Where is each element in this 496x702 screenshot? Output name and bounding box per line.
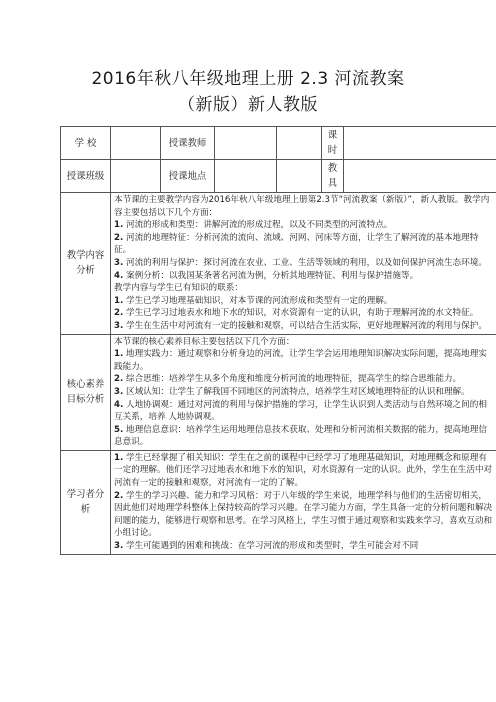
item-number: 3.: [114, 320, 124, 331]
paragraph: [114, 399, 493, 424]
paragraph: [114, 282, 493, 295]
item-number: 1.: [114, 220, 124, 231]
paragraph-text: 学生的学习兴趣、能力和学习风格：对于八年级的学生来说，地理学科与他们的生活密切相关，因此他们对地理学科整体上保持较高的学习兴趣。在学习能力方面，学生具备一定的分析问题和解决问题的能力，能够进行观察和思考。在学习风格上，学生习惯于通过观察和实践来学习，喜欢互动和小组讨论。: [114, 490, 493, 539]
period-label: 课时: [322, 127, 344, 160]
paragraph: [114, 232, 493, 257]
paragraph-text: 综合思维：培养学生从多个角度和维度分析河流的地理特征，提高学生的综合思维能力。: [125, 374, 462, 385]
document-title-line-1: 2016年秋八年级地理上册 2.3 河流教案: [91, 69, 405, 89]
document-title-line-2: （新版）新人教版: [178, 95, 318, 115]
paragraph-text: 教学内容与学生已有知识的联系：: [114, 283, 243, 294]
item-number: 1.: [114, 349, 124, 360]
paragraph: [114, 386, 493, 399]
section-body: [111, 334, 496, 450]
item-number: 2.: [114, 308, 124, 319]
section-row-core-literacy: [61, 334, 496, 450]
paragraph: [114, 348, 493, 373]
item-number: 3.: [114, 541, 124, 552]
section-label: 教学内容分析: [61, 193, 111, 335]
paragraph: [114, 452, 493, 490]
paragraph-text: 河流的形成和类型：讲解河流的形成过程，以及不同类型的河流特点。: [125, 220, 393, 231]
section-label: 核心素养目标分析: [61, 334, 111, 450]
section-label: 学习者分析: [61, 450, 111, 554]
school-label: 学 校: [61, 127, 111, 160]
paragraph: [114, 424, 493, 449]
paragraph: [114, 194, 493, 219]
paragraph: [114, 490, 493, 540]
paragraph-text: 人地协调观：通过对河流的利用与保护措施的学习，让学生认识到人类活动与自然环境之间的相互关系，培养 人地协调观。: [114, 399, 487, 423]
paragraph: [114, 257, 493, 270]
school-value: [111, 127, 161, 160]
paragraph: [114, 373, 493, 386]
header-row-2: [61, 160, 496, 193]
section-body: [111, 193, 496, 335]
paragraph-text: 学生可能遇到的困难和挑战：在学习河流的形成和类型时，学生可能会对不同: [125, 541, 419, 552]
item-number: 2.: [114, 232, 124, 243]
item-number: 4.: [114, 399, 124, 410]
item-number: 1.: [114, 452, 124, 463]
paragraph: [114, 336, 493, 349]
paragraph-text: 案例分析：以我国某条著名河流为例，分析其地理特征、利用与保护措施等。: [125, 270, 419, 281]
item-number: 2.: [114, 374, 124, 385]
paragraph-text: 本节课的核心素养目标主要包括以下几个方面：: [114, 336, 295, 347]
section-row-learner-analysis: [61, 450, 496, 554]
location-label: 授课地点: [161, 160, 215, 193]
item-number: 3.: [114, 257, 124, 268]
paragraph: [114, 270, 493, 283]
class-label: 授课班级: [61, 160, 111, 193]
blank-cell: [277, 160, 322, 193]
paragraph-text: 学生已学习地理基础知识，对本节课的河流形成和类型有一定的理解。: [125, 295, 393, 306]
item-number: 4.: [114, 270, 124, 281]
blank-cell: [277, 127, 322, 160]
teacher-label: 授课教师: [161, 127, 215, 160]
paragraph: [114, 540, 493, 553]
item-number: 1.: [114, 295, 124, 306]
section-row-content-analysis: [61, 193, 496, 335]
paragraph-text: 学生已经掌握了相关知识：学生在之前的课程中已经学习了地理基础知识，对地理概念和原理有一定的理解。他们还学习过地表水和地下水的知识，对水资源有一定的认识。此外，学生在生活中对河流有一定的接触和观察，对河流有一定的了解。: [114, 452, 493, 489]
paragraph: [114, 307, 493, 320]
paragraph-text: 区域认知：让学生了解我国不同地区的河流特点，培养学生对区域地理特征的认识和理解。: [125, 386, 470, 397]
teacher-value: [215, 127, 277, 160]
header-row-1: [61, 127, 496, 160]
paragraph-text: 本节课的主要教学内容为2016年秋八年级地理上册第2.3节“河流教案（新版）”，新人教版。教学内容主要包括以下几个方面：: [114, 195, 490, 218]
location-value: [215, 160, 277, 193]
section-body: [111, 450, 496, 554]
item-number: 5.: [114, 424, 124, 435]
item-number: 2.: [114, 490, 124, 501]
paragraph-text: 河流的利用与保护：探讨河流在农业、工业、生活等领域的利用，以及如何保护河流生态环境。: [125, 257, 487, 268]
paragraph-text: 地理信息意识：培养学生运用地理信息技术获取、处理和分析河流相关数据的能力，提高地理信息意识。: [114, 424, 487, 448]
aids-label: 教具: [322, 160, 344, 193]
paragraph-text: 学生在生活中对河流有一定的接触和观察，可以结合生活实际，更好地理解河流的利用与保护。: [125, 320, 487, 331]
paragraph-text: 地理实践力：通过观察和分析身边的河流，让学生学会运用地理知识解决实际问题，提高地理实践能力。: [114, 349, 487, 372]
paragraph: [114, 295, 493, 308]
paragraph-text: 学生已学习过地表水和地下水的知识，对水资源有一定的认识，有助于理解河流的水文特征。: [125, 308, 479, 319]
paragraph-text: 河流的地理特征：分析河流的流向、流域、河网、河床等方面，让学生了解河流的基本地理特征。: [114, 232, 479, 256]
lesson-plan-table: [60, 126, 496, 555]
item-number: 3.: [114, 386, 124, 397]
aids-value: [344, 160, 496, 193]
period-value: [344, 127, 496, 160]
paragraph: [114, 320, 493, 333]
class-value: [111, 160, 161, 193]
paragraph: [114, 219, 493, 232]
